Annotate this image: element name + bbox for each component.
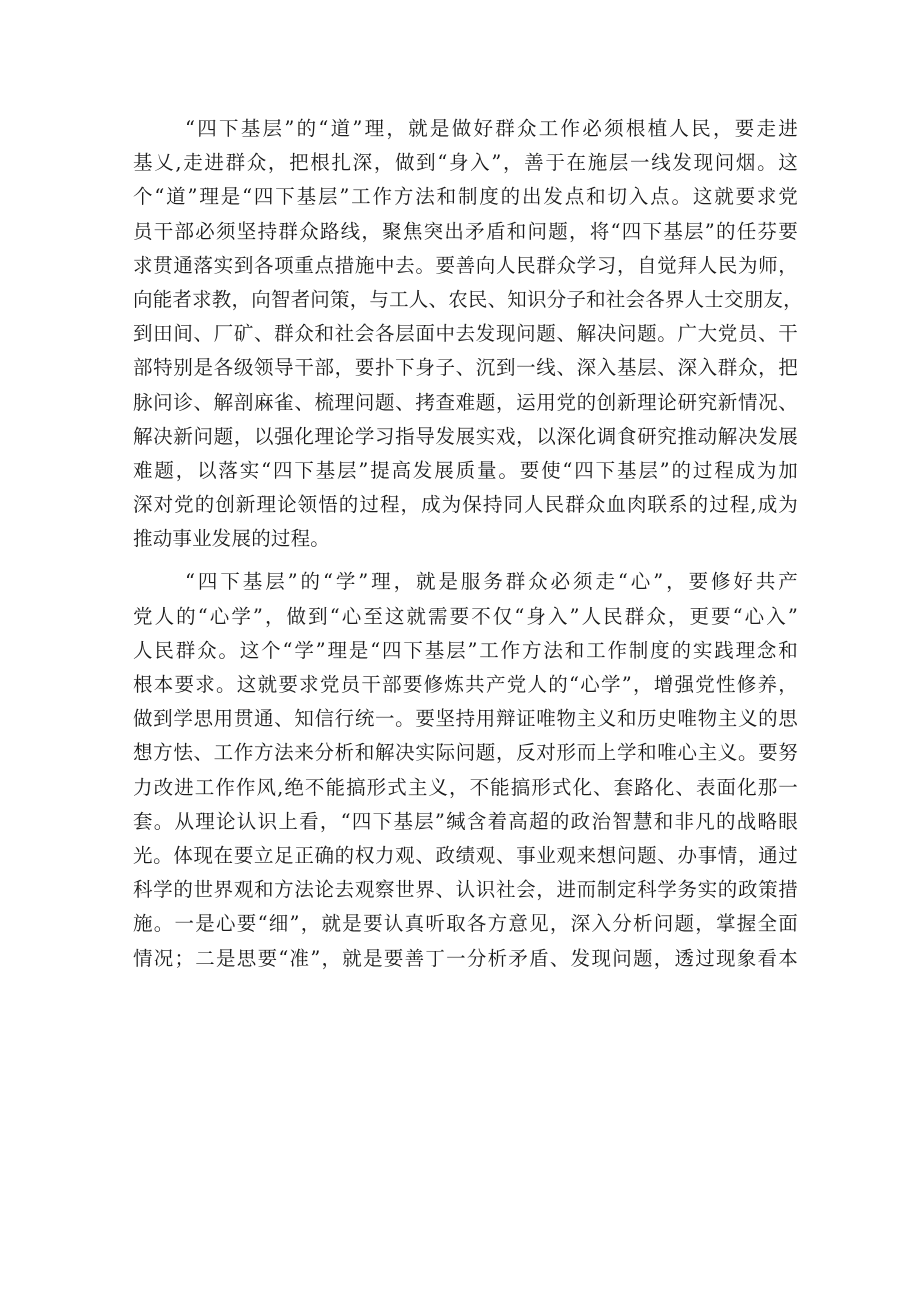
- text-line: 光。体现在要立足正确的权力观、政绩观、事业观来想问题、办事情，通过: [133, 843, 798, 867]
- text-line: 力改进工作作风,绝不能搞形式主义，不能搞形式化、套路化、表面化那一: [133, 775, 798, 799]
- text-line: 深对党的创新理论领悟的过程，成为保持同人民群众血肉联系的过程,成为: [133, 493, 798, 517]
- text-line: 套。从理论认识上看，“四下基层”缄含着高超的政治智慧和非凡的战略眼: [133, 809, 798, 833]
- text-line: 员干部必须坚持群众路线，聚焦突出矛盾和问题，将“四下基层”的任芬要: [133, 219, 798, 243]
- text-line: 科学的世界观和方法论去观察世界、认识社会，进而制定科学务实的政策措: [133, 878, 798, 902]
- text-line: 人民群众。这个“学”理是“四下基层”工作方法和工作制度的实践理念和: [133, 638, 798, 662]
- text-line: 根本要求。这就要求党员干部要修炼共产党人的“心学”，增强党性修养，: [133, 673, 798, 696]
- paragraph-dao-li: [133, 112, 803, 556]
- text-line: 部特别是各级领导干部，要扑下身子、沉到一线、深入基层、深入群众，把: [133, 356, 798, 380]
- text-line: 难题，以落实“四下基层”提高发展质量。要使“四下基层”的过程成为加: [133, 458, 798, 482]
- text-line: 解决新问题，以强化理论学习指导发展实戏，以深化调食研究推动解决发展: [133, 424, 798, 448]
- text-line: 做到学思用贯通、知信行统一。要坚持用辩证唯物主义和历史唯物主义的思: [133, 707, 798, 731]
- text-line: 到田间、厂矿、群众和社会各层面中去发现问题、解决问题。广大党员、干: [133, 322, 798, 346]
- text-line: 推动事业发展的过程。: [133, 527, 331, 551]
- text-line: 个“道”理是“四下基层”工作方法和制度的出发点和切入点。这就要求党: [133, 185, 798, 209]
- text-line: 情况；二是思要“准”，就是要善丁一分析矛盾、发现问题，透过现象看本: [133, 946, 798, 970]
- text-line: 脉问诊、解剖麻雀、梳理问题、拷查难题，运用党的创新理论研究新情况、: [133, 390, 798, 414]
- text-line: “四下基层”的“学”理，就是服务群众必须走“心”，要修好共产: [185, 570, 798, 594]
- text-line: 想方怯、工作方法来分析和解决实际问题，反对形而上学和唯心主义。要努: [133, 741, 798, 765]
- text-line: 施。一是心要“细”，就是要认真听取各方意见，深入分析问题，掌握全面: [133, 912, 798, 936]
- text-line: 求贯通落实到各项重点措施中去。要善向人民群众学习，自觉拜人民为师，: [133, 253, 798, 277]
- text-line: 向能者求教，向智者问策，与工人、农民、知识分子和社会各界人士交朋友，: [133, 287, 803, 311]
- text-line: 党人的“心学”，做到“心至这就需要不仅“身入”人民群众，更要“心入”: [133, 604, 798, 628]
- text-line: “四下基层”的“道”理，就是做好群众工作必须根植人民，要走进: [185, 117, 798, 140]
- text-line: 基乂,走进群众，把根扎深，做到“身入”，善于在施层一线发现问烟。这: [133, 151, 798, 175]
- document-body: [133, 112, 803, 976]
- paragraph-xue-li: [133, 565, 798, 975]
